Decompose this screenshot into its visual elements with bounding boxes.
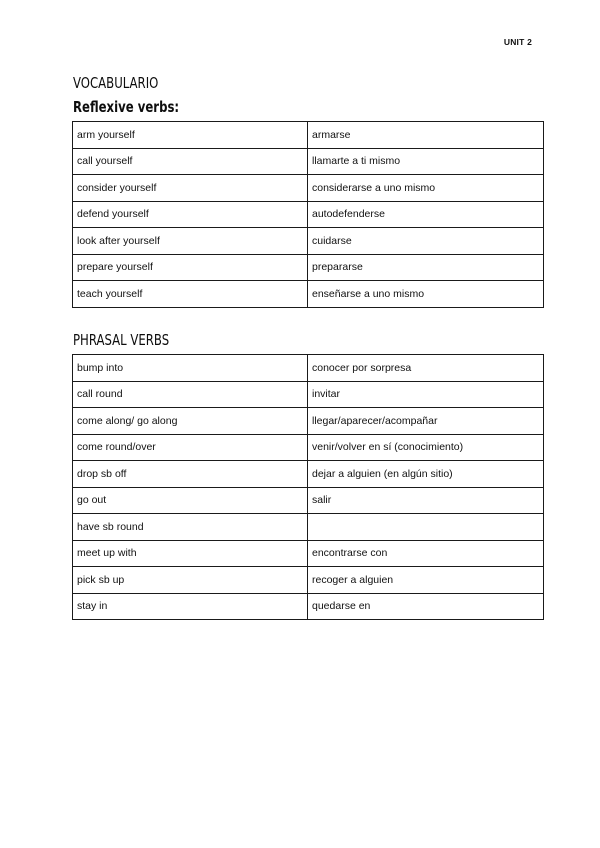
table-row [73,281,544,308]
english-term: meet up with [73,540,308,567]
spanish-translation: salir [308,487,544,514]
spanish-translation: considerarse a uno mismo [308,175,544,202]
phrasal-verbs-table [72,354,544,620]
spanish-translation: dejar a alguien (en algún sitio) [308,461,544,488]
table-row [73,434,544,461]
english-term: defend yourself [73,201,308,228]
spanish-translation: llegar/aparecer/acompañar [308,408,544,435]
spanish-translation: quedarse en [308,593,544,620]
spanish-translation: encontrarse con [308,540,544,567]
english-term: look after yourself [73,228,308,255]
table-row [73,514,544,541]
table-row [73,201,544,228]
table-row [73,567,544,594]
spanish-translation: autodefenderse [308,201,544,228]
table-row [73,175,544,202]
english-term: drop sb off [73,461,308,488]
phrasal-verbs-heading: PHRASAL VERBS [73,331,170,349]
spanish-translation: venir/volver en sí (conocimiento) [308,434,544,461]
english-term: stay in [73,593,308,620]
spanish-translation: enseñarse a uno mismo [308,281,544,308]
english-term: go out [73,487,308,514]
table-row [73,148,544,175]
table-row [73,540,544,567]
table-row [73,461,544,488]
table-row [73,487,544,514]
table-row [73,122,544,149]
unit-label: UNIT 2 [503,37,532,47]
english-term: call round [73,381,308,408]
table-row [73,408,544,435]
english-term: come round/over [73,434,308,461]
spanish-translation: recoger a alguien [308,567,544,594]
reflexive-verbs-heading: Reflexive verbs: [73,98,180,116]
page-title: VOCABULARIO [73,74,159,92]
table-row [73,381,544,408]
english-term: come along/ go along [73,408,308,435]
spanish-translation: armarse [308,122,544,149]
english-term: consider yourself [73,175,308,202]
table-row [73,254,544,281]
spanish-translation [308,514,544,541]
english-term: prepare yourself [73,254,308,281]
spanish-translation: prepararse [308,254,544,281]
reflexive-verbs-body [73,122,544,308]
spanish-translation: cuidarse [308,228,544,255]
english-term: arm yourself [73,122,308,149]
table-row [73,355,544,382]
reflexive-verbs-table [72,121,544,308]
spanish-translation: invitar [308,381,544,408]
english-term: teach yourself [73,281,308,308]
english-term: pick sb up [73,567,308,594]
english-term: have sb round [73,514,308,541]
table-row [73,228,544,255]
table-row [73,593,544,620]
spanish-translation: llamarte a ti mismo [308,148,544,175]
spanish-translation: conocer por sorpresa [308,355,544,382]
english-term: call yourself [73,148,308,175]
english-term: bump into [73,355,308,382]
phrasal-verbs-body [73,355,544,620]
